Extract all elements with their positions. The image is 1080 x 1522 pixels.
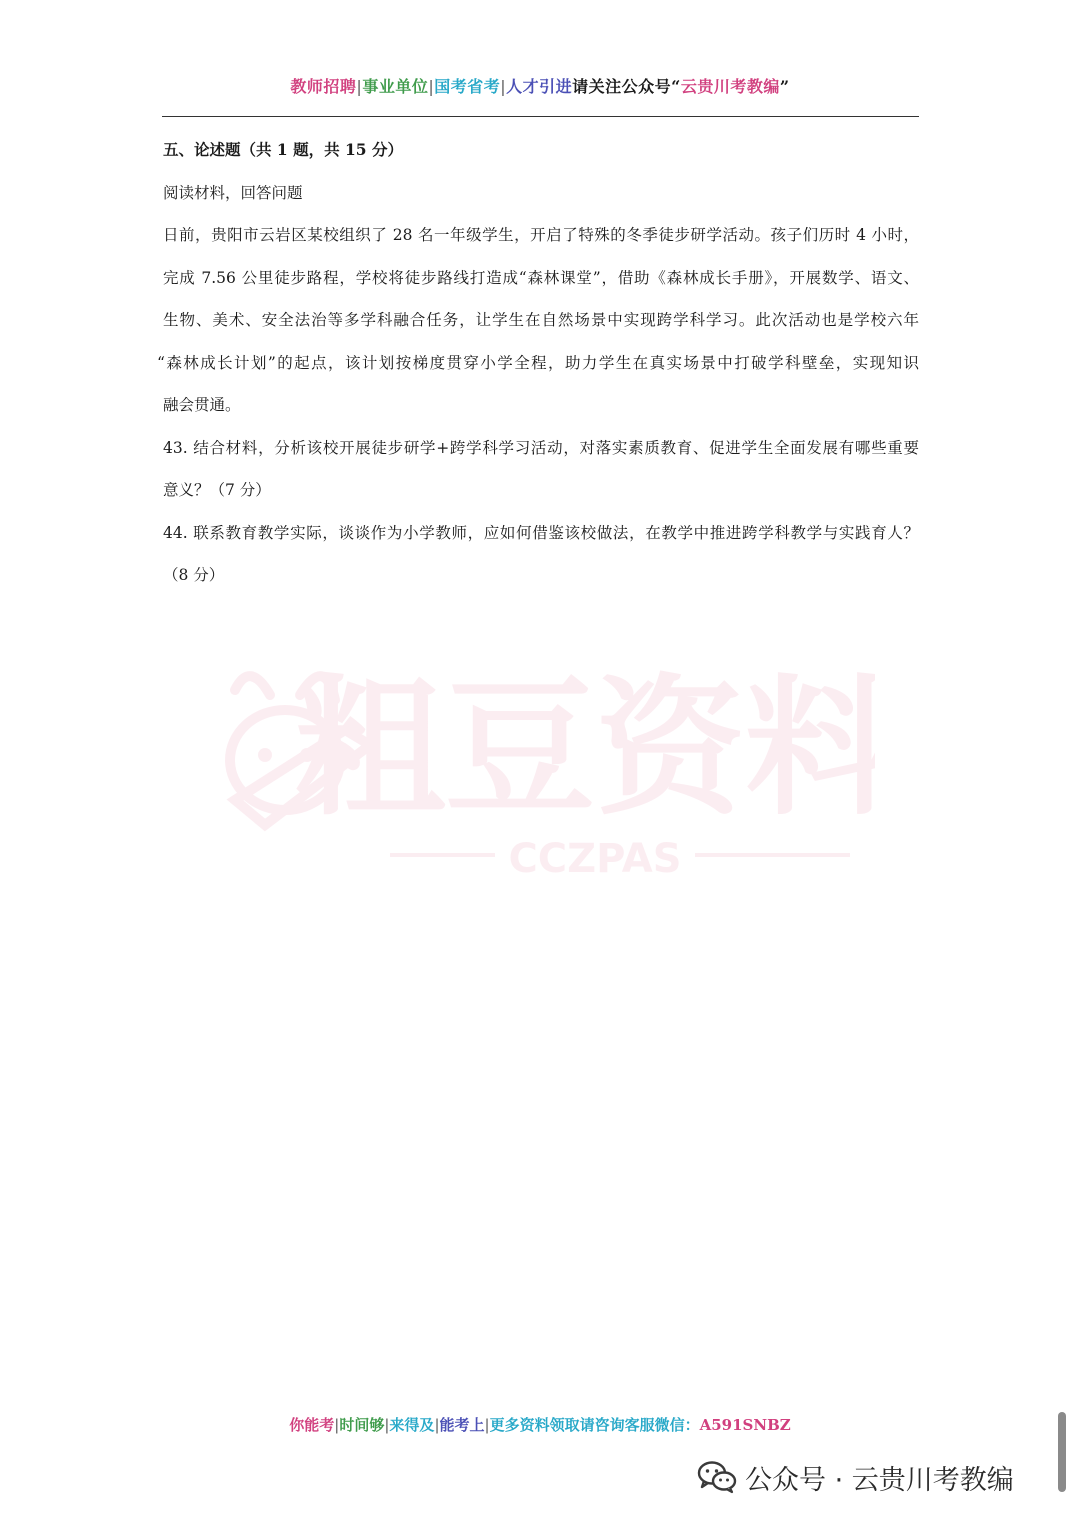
watermark-brand-latin: CCZPAS bbox=[508, 836, 682, 882]
section-instruction: 阅读材料，回答问题 bbox=[163, 183, 303, 202]
header-divider bbox=[162, 116, 919, 117]
banner-segment: 人才引进 bbox=[506, 77, 573, 96]
banner-segment: 时间够 bbox=[339, 1416, 385, 1434]
question-line: （8 分） bbox=[163, 566, 225, 584]
question-line: 意义？（7 分） bbox=[163, 481, 271, 499]
banner-separator: | bbox=[334, 1416, 340, 1434]
question-44 bbox=[163, 519, 919, 604]
account-label: 公众号 · 云贵川考教编 bbox=[745, 1464, 1014, 1496]
scrollbar-thumb[interactable] bbox=[1058, 1412, 1066, 1492]
banner-separator: | bbox=[428, 77, 435, 96]
banner-separator: | bbox=[356, 77, 363, 96]
banner-segment: 国考省考 bbox=[434, 77, 501, 96]
banner-segment: 能考上 bbox=[439, 1416, 485, 1434]
banner-segment: 来得及 bbox=[389, 1416, 435, 1434]
footer-banner bbox=[0, 1414, 1080, 1435]
question-43 bbox=[163, 434, 919, 519]
material-passage bbox=[157, 221, 919, 434]
document-body bbox=[157, 136, 919, 604]
account-tag[interactable] bbox=[697, 1455, 1014, 1499]
bunny-logo-icon bbox=[195, 650, 875, 895]
banner-separator: | bbox=[434, 1416, 440, 1434]
banner-separator: | bbox=[384, 1416, 390, 1434]
material-line: 融会贯通。 bbox=[163, 396, 241, 414]
banner-separator: | bbox=[484, 1416, 490, 1434]
header-banner bbox=[0, 74, 1080, 97]
question-line: 44. 联系教育教学实际，谈谈作为小学教师，应如何借鉴该校做法，在教学中推进跨学科教学与实践育人？ bbox=[163, 523, 919, 542]
material-line: 生物、美术、安全法治等多学科融合任务，让学生在自然场景中实现跨学科学习。此次活动也是学校六年 bbox=[163, 311, 919, 329]
watermark-logo bbox=[195, 650, 875, 895]
section-heading: 五、论述题（共 1 题，共 15 分） bbox=[163, 140, 403, 159]
question-line: 43. 结合材料，分析该校开展徒步研学+跨学科学习活动，对落实素质教育、促进学生全面发展有哪些重要 bbox=[163, 438, 919, 457]
banner-segment: 云贵川考教编 bbox=[680, 77, 780, 96]
banner-segment: 你能考 bbox=[289, 1416, 335, 1434]
banner-segment: ” bbox=[779, 77, 790, 96]
banner-separator: | bbox=[500, 77, 507, 96]
material-line: 完成 7.56 公里徒步路程，学校将徒步路线打造成“森林课堂”，借助《森林成长手册》，开展数学、语文、 bbox=[163, 268, 919, 287]
banner-segment: 更多资料领取请咨询客服微信： bbox=[489, 1416, 700, 1434]
banner-segment: 教师招聘 bbox=[290, 77, 357, 96]
watermark-brand: 粗豆资料 bbox=[294, 662, 875, 836]
banner-segment: A591SNBZ bbox=[699, 1416, 791, 1434]
banner-segment: 请关注公众号“ bbox=[572, 77, 681, 96]
banner-segment: 事业单位 bbox=[362, 77, 429, 96]
material-line: “森林成长计划”的起点，该计划按梯度贯穿小学全程，助力学生在真实场景中打破学科壁垒，实现知识 bbox=[157, 353, 919, 372]
material-line: 日前，贵阳市云岩区某校组织了 28 名一年级学生，开启了特殊的冬季徒步研学活动。孩子们历时 4 小时， bbox=[163, 226, 919, 244]
wechat-icon bbox=[697, 1460, 737, 1494]
